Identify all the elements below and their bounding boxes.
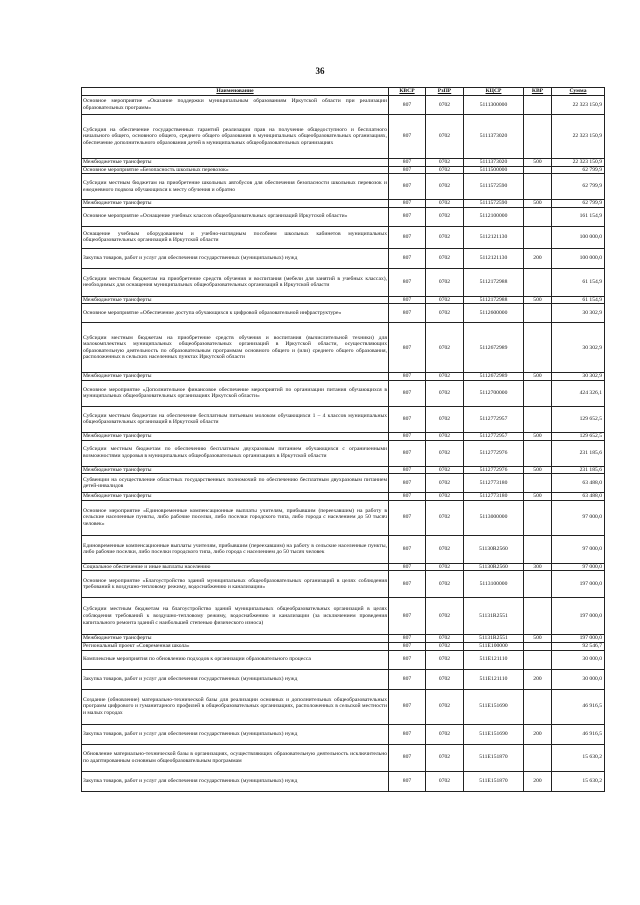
cell-name: Основное мероприятие «Оснащение учебных классов общеобразовательных организаций Иркутской области» — [82, 207, 389, 226]
cell-rzpr: 0702 — [426, 268, 464, 296]
table-row — [82, 296, 605, 304]
cell-kcsr: 5112772976 — [464, 440, 524, 466]
cell-kvsr: 807 — [389, 650, 426, 669]
cell-sum: 22 323 150,9 — [552, 159, 605, 167]
cell-kvsr: 807 — [389, 440, 426, 466]
cell-sum: 46 916,5 — [552, 689, 605, 724]
cell-name: Обновление материально-технической базы в организациях, осуществляющих образовательную деятельность исключительно по адаптированным основным общеобразовательным программам — [82, 744, 389, 771]
cell-sum: 30 000,0 — [552, 669, 605, 689]
cell-kcsr: 5112172988 — [464, 296, 524, 304]
header-kvsr: КВСР — [389, 88, 426, 96]
cell-kcsr: 511E151870 — [464, 771, 524, 791]
table-row — [82, 563, 605, 571]
cell-rzpr: 0702 — [426, 432, 464, 440]
cell-kvr — [524, 226, 552, 248]
cell-sum: 30 302,9 — [552, 304, 605, 323]
cell-kvr — [524, 115, 552, 159]
table-row — [82, 226, 605, 248]
cell-sum: 63 488,0 — [552, 474, 605, 493]
header-kvr: КВР — [524, 88, 552, 96]
cell-rzpr: 0702 — [426, 474, 464, 493]
cell-rzpr: 0702 — [426, 96, 464, 115]
cell-sum: 424 326,1 — [552, 380, 605, 406]
cell-name: Региональный проект «Современная школа» — [82, 642, 389, 650]
cell-rzpr: 0702 — [426, 598, 464, 635]
cell-sum: 15 630,2 — [552, 744, 605, 771]
cell-kvr: 200 — [524, 669, 552, 689]
cell-kvr: 500 — [524, 635, 552, 643]
cell-kcsr: 5112121130 — [464, 248, 524, 268]
cell-kvsr: 807 — [389, 226, 426, 248]
cell-sum: 46 916,5 — [552, 724, 605, 744]
cell-kcsr: 5111300000 — [464, 96, 524, 115]
cell-kcsr: 511E100000 — [464, 642, 524, 650]
cell-rzpr: 0702 — [426, 689, 464, 724]
header-name: Наименование — [82, 88, 389, 96]
cell-sum: 22 323 150,9 — [552, 115, 605, 159]
cell-sum: 129 652,5 — [552, 432, 605, 440]
cell-kvsr: 807 — [389, 669, 426, 689]
table-row — [82, 771, 605, 791]
cell-kvsr: 807 — [389, 474, 426, 493]
table-row — [82, 571, 605, 598]
cell-rzpr: 0702 — [426, 650, 464, 669]
cell-sum: 15 630,2 — [552, 771, 605, 791]
cell-kvsr: 807 — [389, 598, 426, 635]
cell-kvr — [524, 166, 552, 174]
cell-kvr — [524, 535, 552, 563]
cell-rzpr: 0702 — [426, 744, 464, 771]
cell-sum: 61 154,9 — [552, 268, 605, 296]
cell-rzpr: 0702 — [426, 466, 464, 474]
table-header-row — [82, 88, 605, 96]
cell-kvr: 200 — [524, 724, 552, 744]
table-row — [82, 268, 605, 296]
cell-rzpr: 0702 — [426, 304, 464, 323]
header-rzpr: РзПР — [426, 88, 464, 96]
cell-rzpr: 0702 — [426, 207, 464, 226]
cell-kvr: 500 — [524, 493, 552, 501]
cell-kvr — [524, 207, 552, 226]
table-row — [82, 200, 605, 208]
cell-kvsr: 807 — [389, 159, 426, 167]
cell-kvsr: 807 — [389, 115, 426, 159]
cell-kvsr: 807 — [389, 380, 426, 406]
cell-name: Оснащение учебным оборудованием и учебно-наглядным пособием школьных кабинетов муниципальных общеобразовательных организаций в Иркутской области — [82, 226, 389, 248]
cell-name: Межбюджетные трансферты — [82, 466, 389, 474]
table-row — [82, 493, 605, 501]
cell-kvr — [524, 474, 552, 493]
cell-rzpr: 0702 — [426, 440, 464, 466]
cell-rzpr: 0702 — [426, 635, 464, 643]
cell-kcsr: 5112172988 — [464, 268, 524, 296]
cell-kcsr: 511E151870 — [464, 744, 524, 771]
cell-kcsr: 5113000000 — [464, 500, 524, 535]
cell-name: Межбюджетные трансферты — [82, 200, 389, 208]
table-row — [82, 96, 605, 115]
cell-kvr — [524, 571, 552, 598]
cell-rzpr: 0702 — [426, 535, 464, 563]
cell-kvsr: 807 — [389, 207, 426, 226]
cell-kvsr: 807 — [389, 248, 426, 268]
cell-rzpr: 0702 — [426, 323, 464, 373]
cell-kvsr: 807 — [389, 535, 426, 563]
cell-name: Субсидии местным бюджетам на обеспечение бесплатным питьевым молоком обучающихся 1 – 4 классов муниципальных общеобразовательных организаций в Иркутской области — [82, 406, 389, 432]
cell-kcsr: 5112772976 — [464, 466, 524, 474]
cell-kvr — [524, 96, 552, 115]
cell-rzpr: 0702 — [426, 296, 464, 304]
cell-rzpr: 0702 — [426, 493, 464, 501]
cell-rzpr: 0702 — [426, 159, 464, 167]
cell-kvr — [524, 323, 552, 373]
cell-name: Субсидии местным бюджетам на приобретение средств обучения и воспитания (мебели для занятий в учебных классах), необходимых для оснащения муниципальных общеобразовательных организаций в Иркутской области — [82, 268, 389, 296]
table-row — [82, 500, 605, 535]
cell-sum: 63 488,0 — [552, 493, 605, 501]
table-row — [82, 174, 605, 200]
cell-kcsr: 5111572590 — [464, 200, 524, 208]
cell-kcsr: 51130R2560 — [464, 535, 524, 563]
table-row — [82, 115, 605, 159]
page-number: 36 — [315, 66, 325, 76]
cell-kcsr: 5112772957 — [464, 432, 524, 440]
cell-name: Межбюджетные трансферты — [82, 159, 389, 167]
cell-name: Основное мероприятие «Дополнительное финансовое обеспечение мероприятий по организации питания обучающихся в муниципальных общеобразовательных организациях Иркутской области» — [82, 380, 389, 406]
cell-sum: 30 000,0 — [552, 650, 605, 669]
cell-name: Межбюджетные трансферты — [82, 373, 389, 381]
cell-kvsr: 807 — [389, 296, 426, 304]
cell-name: Субсидии местным бюджетам на приобретение школьных автобусов для обеспечения безопасности школьных перевозок и ежедневного подвоза обучающихся к месту обучения и обратно — [82, 174, 389, 200]
cell-sum: 161 154,9 — [552, 207, 605, 226]
cell-kvr: 500 — [524, 466, 552, 474]
table-row — [82, 669, 605, 689]
cell-rzpr: 0702 — [426, 406, 464, 432]
cell-rzpr: 0702 — [426, 380, 464, 406]
cell-kvr — [524, 268, 552, 296]
cell-name: Основное мероприятие «Единовременные компенсационные выплаты учителям, прибывшим (переехавшим) на работу в сельские населенные пункты, либо рабочие поселки, либо поселки городского типа, либо города с населением до 50 тысяч человек» — [82, 500, 389, 535]
table-row — [82, 304, 605, 323]
cell-kvr — [524, 744, 552, 771]
table-row — [82, 406, 605, 432]
cell-kvsr: 807 — [389, 635, 426, 643]
cell-name: Субсидия на обеспечение государственных гарантий реализации прав на получение общедоступного и бесплатного начального общего, основного общего, среднего общего образования в муниципальных общеобразовательных организациях, обеспечение дополнительного образования детей в муниципальных общеобразовательных организациях — [82, 115, 389, 159]
cell-kvsr: 807 — [389, 466, 426, 474]
cell-kvr: 200 — [524, 248, 552, 268]
cell-kvsr: 807 — [389, 642, 426, 650]
cell-sum: 62 799,9 — [552, 200, 605, 208]
table-row — [82, 432, 605, 440]
cell-kcsr: 5112672989 — [464, 373, 524, 381]
cell-name: Субвенции на осуществление областных государственных полномочий по обеспечению бесплатным двухразовым питанием детей-инвалидов — [82, 474, 389, 493]
cell-kvr — [524, 406, 552, 432]
cell-kvsr: 807 — [389, 166, 426, 174]
cell-rzpr: 0702 — [426, 200, 464, 208]
cell-kvsr: 807 — [389, 406, 426, 432]
cell-kvr — [524, 642, 552, 650]
cell-name: Закупка товаров, работ и услуг для обеспечения государственных (муниципальных) нужд — [82, 724, 389, 744]
cell-kvsr: 807 — [389, 200, 426, 208]
cell-kcsr: 5112773180 — [464, 474, 524, 493]
cell-rzpr: 0702 — [426, 500, 464, 535]
cell-kvr — [524, 174, 552, 200]
cell-name: Закупка товаров, работ и услуг для обеспечения государственных (муниципальных) нужд — [82, 771, 389, 791]
cell-kvr — [524, 598, 552, 635]
cell-kvsr: 807 — [389, 268, 426, 296]
cell-kcsr: 5112600000 — [464, 304, 524, 323]
table-row — [82, 744, 605, 771]
cell-kcsr: 511E121110 — [464, 650, 524, 669]
cell-name: Межбюджетные трансферты — [82, 635, 389, 643]
cell-sum: 197 000,0 — [552, 635, 605, 643]
cell-kvsr: 807 — [389, 744, 426, 771]
cell-sum: 231 185,6 — [552, 466, 605, 474]
cell-kvr — [524, 440, 552, 466]
cell-rzpr: 0702 — [426, 571, 464, 598]
table-row — [82, 650, 605, 669]
cell-kvr: 300 — [524, 563, 552, 571]
cell-name: Межбюджетные трансферты — [82, 296, 389, 304]
cell-sum: 197 000,0 — [552, 598, 605, 635]
cell-rzpr: 0702 — [426, 174, 464, 200]
cell-kvsr: 807 — [389, 432, 426, 440]
cell-sum: 97 000,0 — [552, 563, 605, 571]
cell-kvsr: 807 — [389, 96, 426, 115]
table-row — [82, 635, 605, 643]
cell-name: Субсидии местным бюджетам на благоустройство зданий муниципальных общеобразовательных организаций в целях соблюдения требований к воздушно-тепловому режиму, водоснабжению и канализации (за исключением проведения капитального ремонта зданий с наибольшей степенью физического износа) — [82, 598, 389, 635]
cell-kcsr: 5112772957 — [464, 406, 524, 432]
cell-name: Межбюджетные трансферты — [82, 432, 389, 440]
cell-rzpr: 0702 — [426, 115, 464, 159]
cell-kvsr: 807 — [389, 724, 426, 744]
table-row — [82, 166, 605, 174]
cell-sum: 97 000,0 — [552, 500, 605, 535]
cell-kvr — [524, 500, 552, 535]
cell-sum: 100 000,0 — [552, 226, 605, 248]
cell-name: Закупка товаров, работ и услуг для обеспечения государственных (муниципальных) нужд — [82, 248, 389, 268]
cell-name: Субсидии местным бюджетам по обеспечению бесплатным двухразовым питанием обучающихся с ограниченными возможностями здоровья в муниципальных общеобразовательных организациях в Иркутской области — [82, 440, 389, 466]
cell-kcsr: 5112100000 — [464, 207, 524, 226]
cell-kvr — [524, 380, 552, 406]
cell-rzpr: 0702 — [426, 669, 464, 689]
cell-kcsr: 5111373020 — [464, 115, 524, 159]
cell-name: Закупка товаров, работ и услуг для обеспечения государственных (муниципальных) нужд — [82, 669, 389, 689]
cell-sum: 62 799,9 — [552, 166, 605, 174]
cell-sum: 30 302,9 — [552, 323, 605, 373]
cell-sum: 62 799,9 — [552, 174, 605, 200]
table-row — [82, 373, 605, 381]
cell-kvr: 500 — [524, 159, 552, 167]
cell-sum: 22 323 150,9 — [552, 96, 605, 115]
table-row — [82, 642, 605, 650]
cell-kcsr: 5112773180 — [464, 493, 524, 501]
table-row — [82, 466, 605, 474]
table-body — [82, 96, 605, 792]
table-row — [82, 535, 605, 563]
cell-kcsr: 51131R2551 — [464, 598, 524, 635]
cell-rzpr: 0702 — [426, 642, 464, 650]
table-row — [82, 689, 605, 724]
cell-kcsr: 511E151690 — [464, 724, 524, 744]
cell-sum: 129 652,5 — [552, 406, 605, 432]
table-row — [82, 207, 605, 226]
table-row — [82, 440, 605, 466]
table-row — [82, 380, 605, 406]
cell-rzpr: 0702 — [426, 373, 464, 381]
cell-name: Создание (обновление) материально-технической базы для реализации основных и дополнительных общеобразовательных программ цифрового и гуманитарного профилей в общеобразовательных организациях, расположенных в сельской местности и малых городах — [82, 689, 389, 724]
cell-name: Субсидии местным бюджетам на приобретение средств обучения и воспитания (вычислительной техники) для малокомплектных муниципальных общеобразовательных организаций в Иркутской области, осуществляющих образовательную деятельность по образовательным программам основного общего и (или) среднего общего образования, расположенных в сельских населенных пунктах Иркутской области — [82, 323, 389, 373]
cell-kcsr: 5112121130 — [464, 226, 524, 248]
cell-kvsr: 807 — [389, 493, 426, 501]
table-row — [82, 724, 605, 744]
cell-kvsr: 807 — [389, 373, 426, 381]
table-row — [82, 598, 605, 635]
cell-kcsr: 51130R2560 — [464, 563, 524, 571]
cell-kvsr: 807 — [389, 571, 426, 598]
table-row — [82, 159, 605, 167]
cell-kcsr: 5111373020 — [464, 159, 524, 167]
cell-name: Межбюджетные трансферты — [82, 493, 389, 501]
cell-rzpr: 0702 — [426, 226, 464, 248]
cell-kvsr: 807 — [389, 174, 426, 200]
cell-kvr: 500 — [524, 296, 552, 304]
cell-kcsr: 5112700000 — [464, 380, 524, 406]
cell-sum: 231 185,6 — [552, 440, 605, 466]
cell-rzpr: 0702 — [426, 166, 464, 174]
cell-kvr: 500 — [524, 373, 552, 381]
cell-name: Комплексные мероприятия по обновлению подходов к организации образовательного процесса — [82, 650, 389, 669]
cell-kcsr: 5111500000 — [464, 166, 524, 174]
cell-kvsr: 807 — [389, 563, 426, 571]
cell-kvsr: 807 — [389, 323, 426, 373]
table-row — [82, 323, 605, 373]
table-row — [82, 474, 605, 493]
cell-kvr — [524, 650, 552, 669]
cell-sum: 100 000,0 — [552, 248, 605, 268]
cell-sum: 197 000,0 — [552, 571, 605, 598]
cell-rzpr: 0702 — [426, 248, 464, 268]
cell-kcsr: 511E151690 — [464, 689, 524, 724]
cell-kcsr: 5112672989 — [464, 323, 524, 373]
cell-sum: 97 000,0 — [552, 535, 605, 563]
header-kcsr: КЦСР — [464, 88, 524, 96]
cell-kcsr: 5111572590 — [464, 174, 524, 200]
cell-sum: 30 302,9 — [552, 373, 605, 381]
cell-name: Основное мероприятие «Обеспечение доступа обучающихся к цифровой образовательной инфраструктуре» — [82, 304, 389, 323]
cell-name: Основное мероприятие «Оказание поддержки муниципальным образованиям Иркутской области при реализации образовательных программ» — [82, 96, 389, 115]
cell-kcsr: 51131R2551 — [464, 635, 524, 643]
cell-kcsr: 511E121110 — [464, 669, 524, 689]
cell-name: Основное мероприятие «Безопасность школьных перевозок» — [82, 166, 389, 174]
cell-kvr: 500 — [524, 432, 552, 440]
cell-name: Социальное обеспечение и иные выплаты населению — [82, 563, 389, 571]
cell-kvsr: 807 — [389, 771, 426, 791]
cell-name: Единовременные компенсационные выплаты учителям, прибывшим (переехавшим) на работу в сельские населенные пункты, либо рабочие поселки, либо поселки городского типа, либо города с населением до 50 тысяч человек — [82, 535, 389, 563]
cell-rzpr: 0702 — [426, 771, 464, 791]
cell-kcsr: 5113100000 — [464, 571, 524, 598]
cell-kvr — [524, 304, 552, 323]
cell-kvsr: 807 — [389, 304, 426, 323]
cell-rzpr: 0702 — [426, 563, 464, 571]
cell-rzpr: 0702 — [426, 724, 464, 744]
cell-kvsr: 807 — [389, 500, 426, 535]
budget-table — [81, 87, 605, 792]
table-row — [82, 248, 605, 268]
cell-kvsr: 807 — [389, 689, 426, 724]
cell-name: Основное мероприятие «Благоустройство зданий муниципальных общеобразовательных организаций в целях соблюдения требований к воздушно-тепловому режиму, водоснабжению и канализации» — [82, 571, 389, 598]
cell-kvr: 500 — [524, 200, 552, 208]
header-sum: Сумма — [552, 88, 605, 96]
cell-sum: 92 546,7 — [552, 642, 605, 650]
cell-kvr — [524, 689, 552, 724]
cell-kvr: 200 — [524, 771, 552, 791]
cell-sum: 61 154,9 — [552, 296, 605, 304]
